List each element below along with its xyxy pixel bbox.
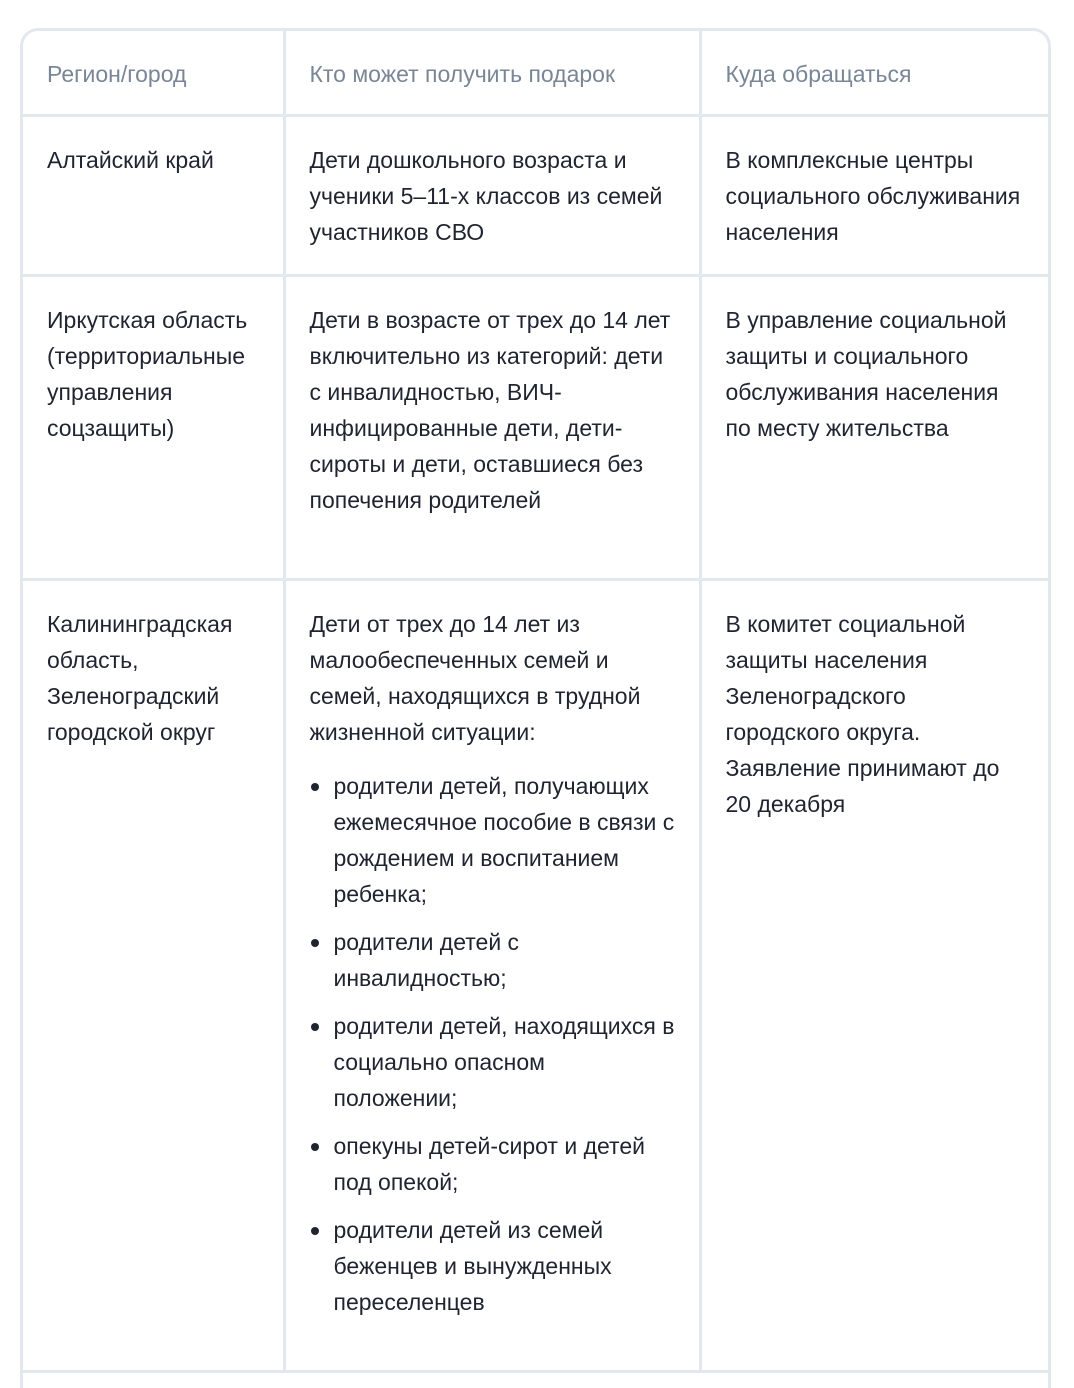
cell-where: В комитет социальной защиты населения Зеленоградского городского округа. Заявление принимают до 20 декабря xyxy=(700,580,1048,1372)
column-header-region: Регион/город xyxy=(23,31,284,116)
table-row xyxy=(23,580,1048,1372)
cell-who xyxy=(284,580,700,1372)
bullet-icon xyxy=(311,783,319,791)
eligibility-list xyxy=(310,768,675,1320)
list-item-text: родители детей, находящихся в социально опасном положении; xyxy=(333,1013,675,1111)
bullet-icon xyxy=(311,939,319,947)
column-header-where: Куда обращаться xyxy=(700,31,1048,116)
cell-who: Дети в возрасте от трех до 14 лет включительно из категорий: дети с инвалидностью, ВИЧ-инфицированные дети, дети-сироты и дети, оставшиеся без попечения родителей xyxy=(284,276,700,580)
cell-where: В комплексные центры социального обслуживания населения xyxy=(700,116,1048,276)
list-item xyxy=(310,768,675,912)
cell-region: Алтайский край xyxy=(23,116,284,276)
bullet-icon xyxy=(311,1227,319,1235)
list-item xyxy=(310,924,675,996)
cell-region: Калининградская область, Зеленоградский городской округ xyxy=(23,580,284,1372)
list-item-text: родители детей с инвалидностью; xyxy=(333,929,520,991)
table-row xyxy=(23,276,1048,580)
cell-who-intro: Дети от трех до 14 лет из малообеспеченных семей и семей, находящихся в трудной жизненной ситуации: xyxy=(309,611,641,745)
column-header-who: Кто может получить подарок xyxy=(284,31,700,116)
bullet-icon xyxy=(311,1143,319,1151)
cell-where: В управление социальной защиты и социального обслуживания населения по месту жительства xyxy=(700,276,1048,580)
cell-region: Иркутская область (территориальные управления соцзащиты) xyxy=(23,276,284,580)
list-item xyxy=(310,1008,675,1116)
bullet-icon xyxy=(311,1023,319,1031)
list-item xyxy=(310,1128,675,1200)
list-item-text: родители детей из семей беженцев и вынужденных переселенцев xyxy=(333,1217,612,1315)
list-item-text: родители детей, получающих ежемесячное пособие в связи с рождением и воспитанием ребенка; xyxy=(333,773,675,907)
gift-regions-table xyxy=(20,28,1051,1388)
list-item xyxy=(310,1212,675,1320)
cell-who: Дети дошкольного возраста и ученики 5–11-х классов из семей участников СВО xyxy=(284,116,700,276)
table-header-row xyxy=(23,31,1048,116)
list-item-text: опекуны детей-сирот и детей под опекой; xyxy=(333,1133,645,1195)
table-row xyxy=(23,116,1048,276)
table xyxy=(23,31,1048,1373)
